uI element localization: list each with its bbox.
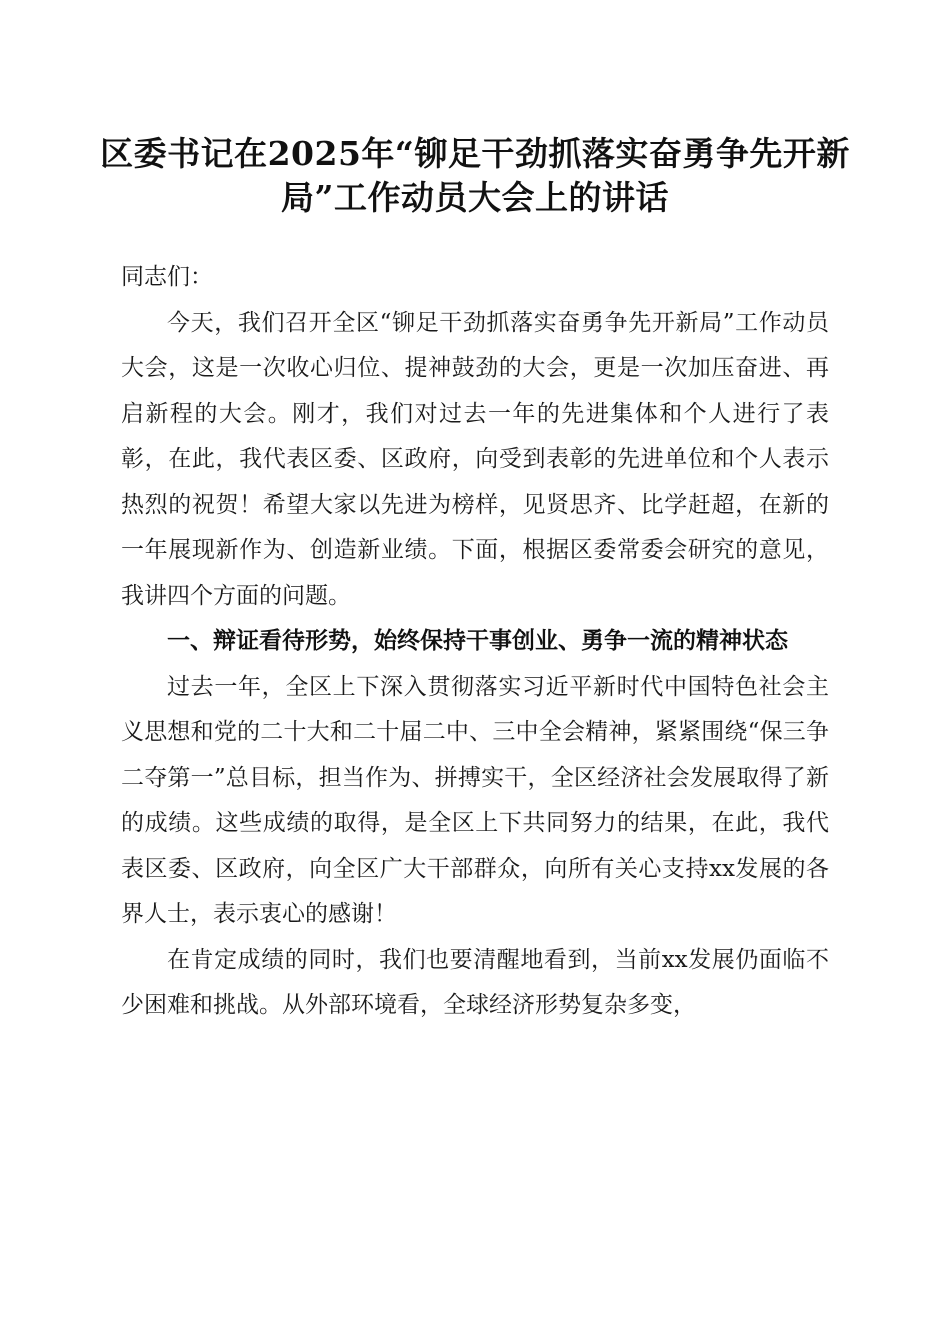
paragraph-challenges: 在肯定成绩的同时，我们也要清醒地看到，当前xx发展仍面临不少困难和挑战。从外部环境看，全球经济形势复杂多变，: [121, 946, 829, 1018]
document-title: 区委书记在2025年“铆足干劲抓落实奋勇争先开新局”工作动员大会上的讲话: [100, 134, 850, 217]
salutation: 同志们：: [121, 264, 213, 290]
document-body: [121, 255, 829, 1029]
section-heading-1: 一、辩证看待形势，始终保持干事创业、勇争一流的精神状态: [167, 628, 788, 654]
paragraph-intro: 今天，我们召开全区“铆足干劲抓落实奋勇争先开新局”工作动员大会，这是一次收心归位、提神鼓劲的大会，更是一次加压奋进、再启新程的大会。刚才，我们对过去一年的先进集体和个人进行了表彰，在此，我代表区委、区政府，向受到表彰的先进单位和个人表示热烈的祝贺！希望大家以先进为榜样，见贤思齐、比学赶超，在新的一年展现新作为、创造新业绩。下面，根据区委常委会研究的意见，我讲四个方面的问题。: [121, 309, 829, 609]
paragraph-achievements: 过去一年，全区上下深入贯彻落实习近平新时代中国特色社会主义思想和党的二十大和二十届二中、三中全会精神，紧紧围绕“保三争二夺第一”总目标，担当作为、拼搏实干，全区经济社会发展取得了新的成绩。这些成绩的取得，是全区上下共同努力的结果，在此，我代表区委、区政府，向全区广大干部群众，向所有关心支持xx发展的各界人士，表示衷心的感谢！: [121, 673, 829, 927]
